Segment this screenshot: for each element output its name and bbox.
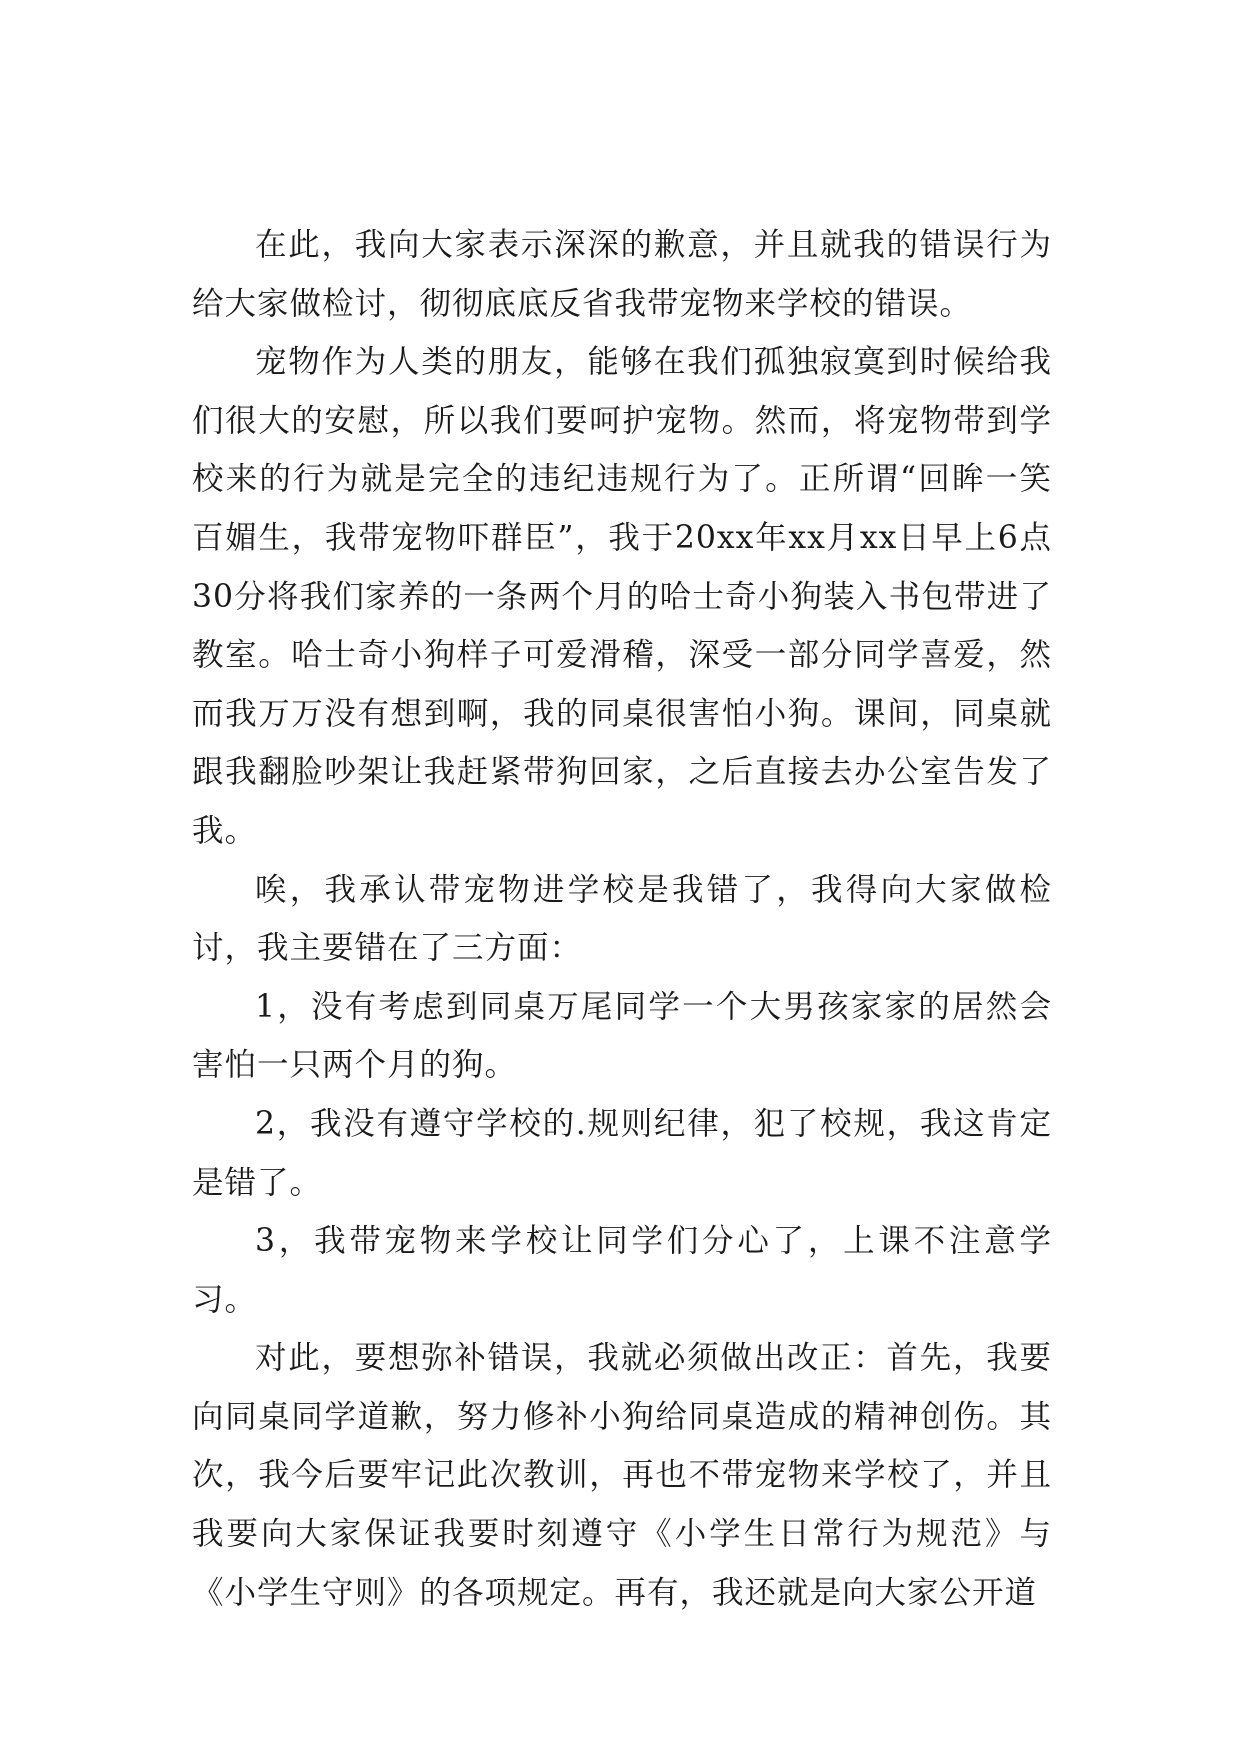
paragraph-incident: 宠物作为人类的朋友，能够在我们孤独寂寞到时候给我们很大的安慰，所以我们要呵护宠物。然而，将宠物带到学校来的行为就是完全的违纪违规行为了。正所谓“回眸一笑百媚生，我带宠物吓群臣”，我于20xx年xx月xx日早上6点30分将我们家养的一条两个月的哈士奇小狗装入书包带进了教室。哈士奇小狗样子可爱滑稽，深受一部分同学喜爱，然而我万万没有想到啊，我的同桌很害怕小狗。课间，同桌就跟我翻脸吵架让我赶紧带狗回家，之后直接去办公室告发了我。 — [192, 344, 1052, 849]
paragraph-corrections: 对此，要想弥补错误，我就必须做出改正：首先，我要向同桌同学道歉，努力修补小狗给同桌造成的精神创伤。其次，我今后要牢记此次教训，再也不带宠物来学校了，并且我要向大家保证我要时刻遵守《小学生日常行为规范》与《小学生守则》的各项规定。再有，我还就是向大家公开道 — [192, 1340, 1052, 1611]
paragraph-point-1: 1，没有考虑到同桌万尾同学一个大男孩家家的居然会害怕一只两个月的狗。 — [192, 988, 1052, 1084]
document-body — [192, 216, 1052, 1622]
paragraph-point-3: 3，我带宠物来学校让同学们分心了，上课不注意学习。 — [192, 1223, 1052, 1318]
paragraph-apology: 在此，我向大家表示深深的歉意，并且就我的错误行为给大家做检讨，彻彻底底反省我带宠物来学校的错误。 — [192, 227, 1052, 322]
paragraph-point-2: 2，我没有遵守学校的.规则纪律，犯了校规，我这肯定是错了。 — [192, 1105, 1052, 1201]
paragraph-admission: 唉，我承认带宠物进学校是我错了，我得向大家做检讨，我主要错在了三方面： — [192, 871, 1052, 967]
